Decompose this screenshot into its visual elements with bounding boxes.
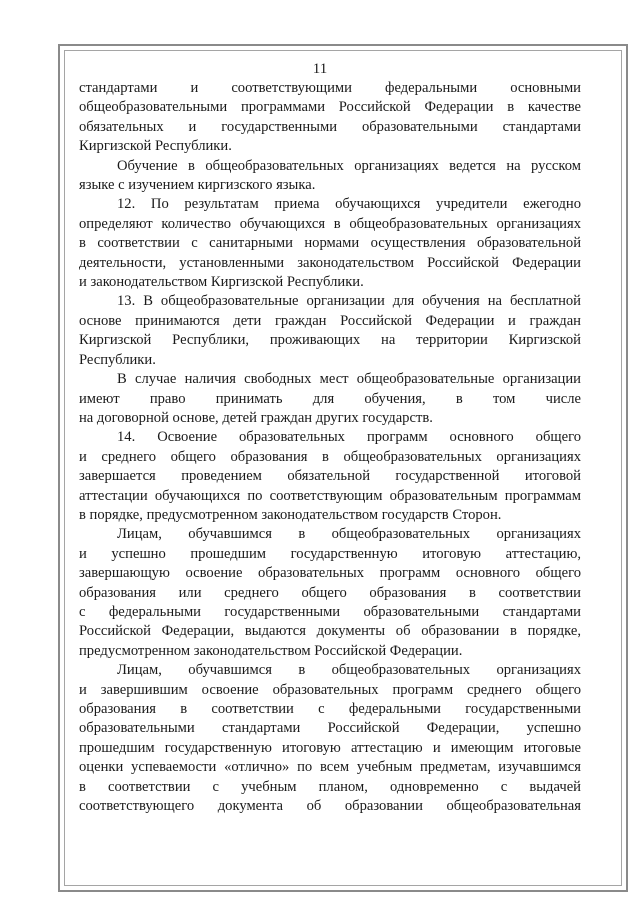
text-line: Лицам, обучавшимся в общеобразовательных организациях: [117, 526, 581, 543]
text-line: соответствующего документа об образовании общеобразовательная: [79, 798, 581, 815]
text-line: Киргизской Республики, проживающих на территории Киргизской: [79, 332, 581, 349]
text-line: образования в соответствии с федеральными государственными: [79, 701, 581, 717]
text-line: Российской Федерации, выдаются документы об образовании в порядке,: [79, 623, 581, 640]
page-number: 11: [312, 61, 328, 77]
text-line: с федеральными государственными образовательными стандартами: [79, 603, 581, 620]
text-line: имеют право принимать для обучения, в том числе: [79, 390, 581, 407]
text-line: в порядке, предусмотренном законодательством государств Сторон.: [79, 506, 502, 523]
text-line: предусмотренном законодательством Российской Федерации.: [79, 642, 463, 659]
text-line: завершается проведением обязательной государственной итоговой: [79, 468, 581, 485]
text-line: обязательных и государственными образовательными стандартами: [79, 118, 581, 135]
text-line: 13. В общеобразовательные организации для обучения на бесплатной: [117, 293, 581, 310]
text-line: прошедшим государственную итоговую аттестацию и имеющим итоговые: [79, 739, 581, 756]
text-line: образовательными стандартами Российской Федерации, успешно: [79, 720, 581, 737]
text-line: Лицам, обучавшимся в общеобразовательных организациях: [117, 662, 581, 679]
text-line: и среднего общего образования в общеобразовательных организациях: [79, 448, 581, 465]
text-line: определяют количество обучающихся в общеобразовательных организациях: [79, 215, 581, 232]
text-line: и успешно прошедшим государственную итоговую аттестацию,: [79, 545, 581, 562]
text-line: языке с изучением киргизского языка.: [79, 177, 316, 194]
text-line: Республики.: [79, 351, 156, 368]
text-line: 12. По результатам приема обучающихся учредители ежегодно: [117, 196, 581, 213]
text-line: стандартами и соответствующими федеральными основными: [79, 80, 581, 96]
text-line: аттестации обучающихся по соответствующим образовательным программам: [79, 487, 581, 504]
text-line: основе принимаются дети граждан Российской Федерации и граждан: [79, 312, 581, 329]
text-line: Киргизской Республики.: [79, 138, 232, 155]
text-line: в соответствии с учебным планом, одновременно с выдачей: [79, 778, 581, 795]
text-line: на договорной основе, детей граждан других государств.: [79, 409, 433, 426]
text-line: В случае наличия свободных мест общеобразовательные организации: [117, 371, 581, 388]
text-line: Обучение в общеобразовательных организациях ведется на русском: [117, 157, 581, 174]
text-line: и законодательством Киргизской Республики.: [79, 274, 364, 291]
text-line: оценки успеваемости «отлично» по всем учебным предметам, изучавшимся: [79, 759, 581, 776]
text-line: образования или среднего общего образования в соответствии: [79, 584, 581, 601]
text-line: завершающую освоение образовательных программ основного общего: [79, 565, 581, 582]
text-line: в соответствии с санитарными нормами осуществления образовательной: [79, 235, 581, 252]
text-line: 14. Освоение образовательных программ основного общего: [117, 429, 581, 446]
document-body: [79, 79, 581, 816]
text-line: деятельности, установленными законодательством Российской Федерации: [79, 254, 581, 271]
text-line: общеобразовательными программами Российской Федерации в качестве: [79, 99, 581, 116]
text-line: и завершившим освоение образовательных программ среднего общего: [79, 681, 581, 698]
